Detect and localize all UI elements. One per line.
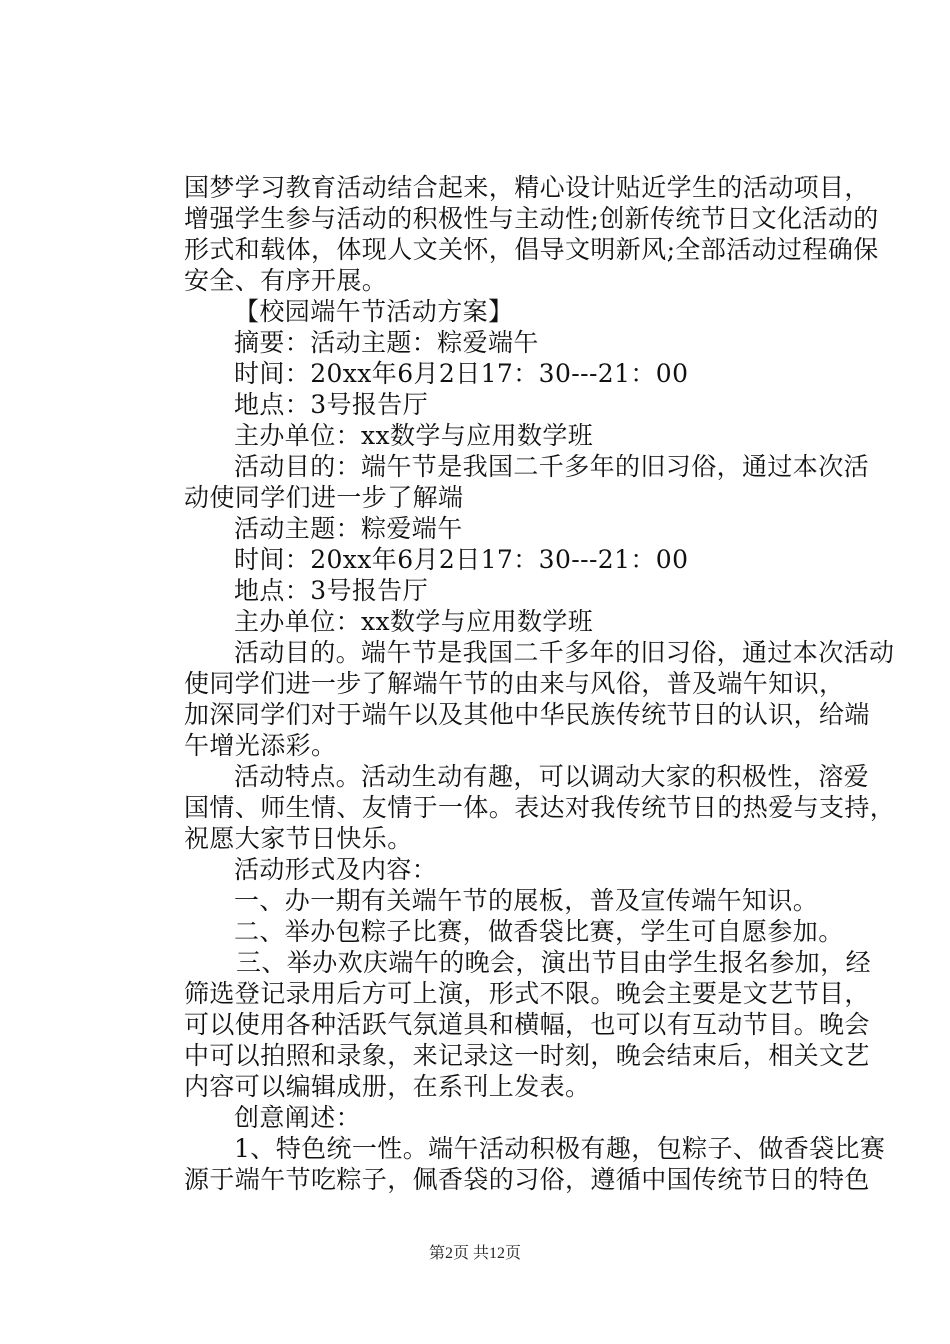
text-line: 祝愿大家节日快乐。: [184, 824, 413, 853]
text-line: 一、办一期有关端午节的展板，普及宣传端午知识。: [234, 886, 819, 915]
text-line: 地点：3号报告厅: [234, 576, 429, 605]
page-number-footer: 第2页 共12页: [428, 1245, 521, 1262]
text-line: 形式和载体，体现人文关怀，倡导文明新风;全部活动过程确保: [184, 235, 879, 264]
text-line: 中可以拍照和录象，来记录这一时刻，晚会结束后，相关文艺: [184, 1041, 870, 1070]
text-line: 午增光添彩。: [184, 731, 337, 760]
text-line: 可以使用各种活跃气氛道具和横幅，也可以有互动节目。晚会: [184, 1010, 870, 1039]
text-line: 活动特点。活动生动有趣，可以调动大家的积极性，溶爱: [234, 762, 870, 791]
text-line: 1、特色统一性。端午活动积极有趣，包粽子、做香袋比赛: [234, 1134, 886, 1163]
text-line: 安全、有序开展。: [184, 266, 388, 295]
text-line: 动使同学们进一步了解端: [184, 483, 464, 512]
text-line: 增强学生参与活动的积极性与主动性;创新传统节日文化活动的: [184, 204, 879, 233]
text-line: 加深同学们对于端午以及其他中华民族传统节日的认识，给端: [184, 700, 870, 729]
text-line: 主办单位：xx数学与应用数学班: [234, 607, 594, 636]
text-line: 地点：3号报告厅: [234, 390, 429, 419]
text-line: 源于端午节吃粽子，佩香袋的习俗，遵循中国传统节日的特色: [184, 1165, 870, 1194]
text-line: 国梦学习教育活动结合起来，精心设计贴近学生的活动项目，: [184, 173, 870, 202]
text-line: 使同学们进一步了解端午节的由来与风俗，普及端午知识，: [184, 669, 845, 698]
text-line: 创意阐述：: [234, 1103, 362, 1132]
text-line: 主办单位：xx数学与应用数学班: [234, 421, 594, 450]
text-line: 活动目的：端午节是我国二千多年的旧习俗，通过本次活: [234, 452, 870, 481]
text-line: 时间：20xx年6月2日17：30---21：00: [234, 359, 689, 388]
text-line: 筛选登记录用后方可上演，形式不限。晚会主要是文艺节目，: [184, 979, 870, 1008]
text-line: 二、举办包粽子比赛，做香袋比赛，学生可自愿参加。: [234, 917, 844, 946]
text-line: 时间：20xx年6月2日17：30---21：00: [234, 545, 689, 574]
text-line: 内容可以编辑成册，在系刊上发表。: [184, 1072, 591, 1101]
text-line: 国情、师生情、友情于一体。表达对我传统节日的热爱与支持，: [184, 793, 896, 822]
text-line: 活动目的。端午节是我国二千多年的旧习俗，通过本次活动: [234, 638, 895, 667]
document-body: [184, 172, 896, 1195]
text-line: 三、举办欢庆端午的晚会，演出节目由学生报名参加，经: [236, 948, 872, 977]
text-line: 摘要：活动主题：粽爱端午: [234, 328, 539, 357]
section-heading: 【校园端午节活动方案】: [234, 297, 514, 326]
text-line: 活动形式及内容：: [234, 855, 438, 884]
text-line: 活动主题：粽爱端午: [234, 514, 463, 543]
